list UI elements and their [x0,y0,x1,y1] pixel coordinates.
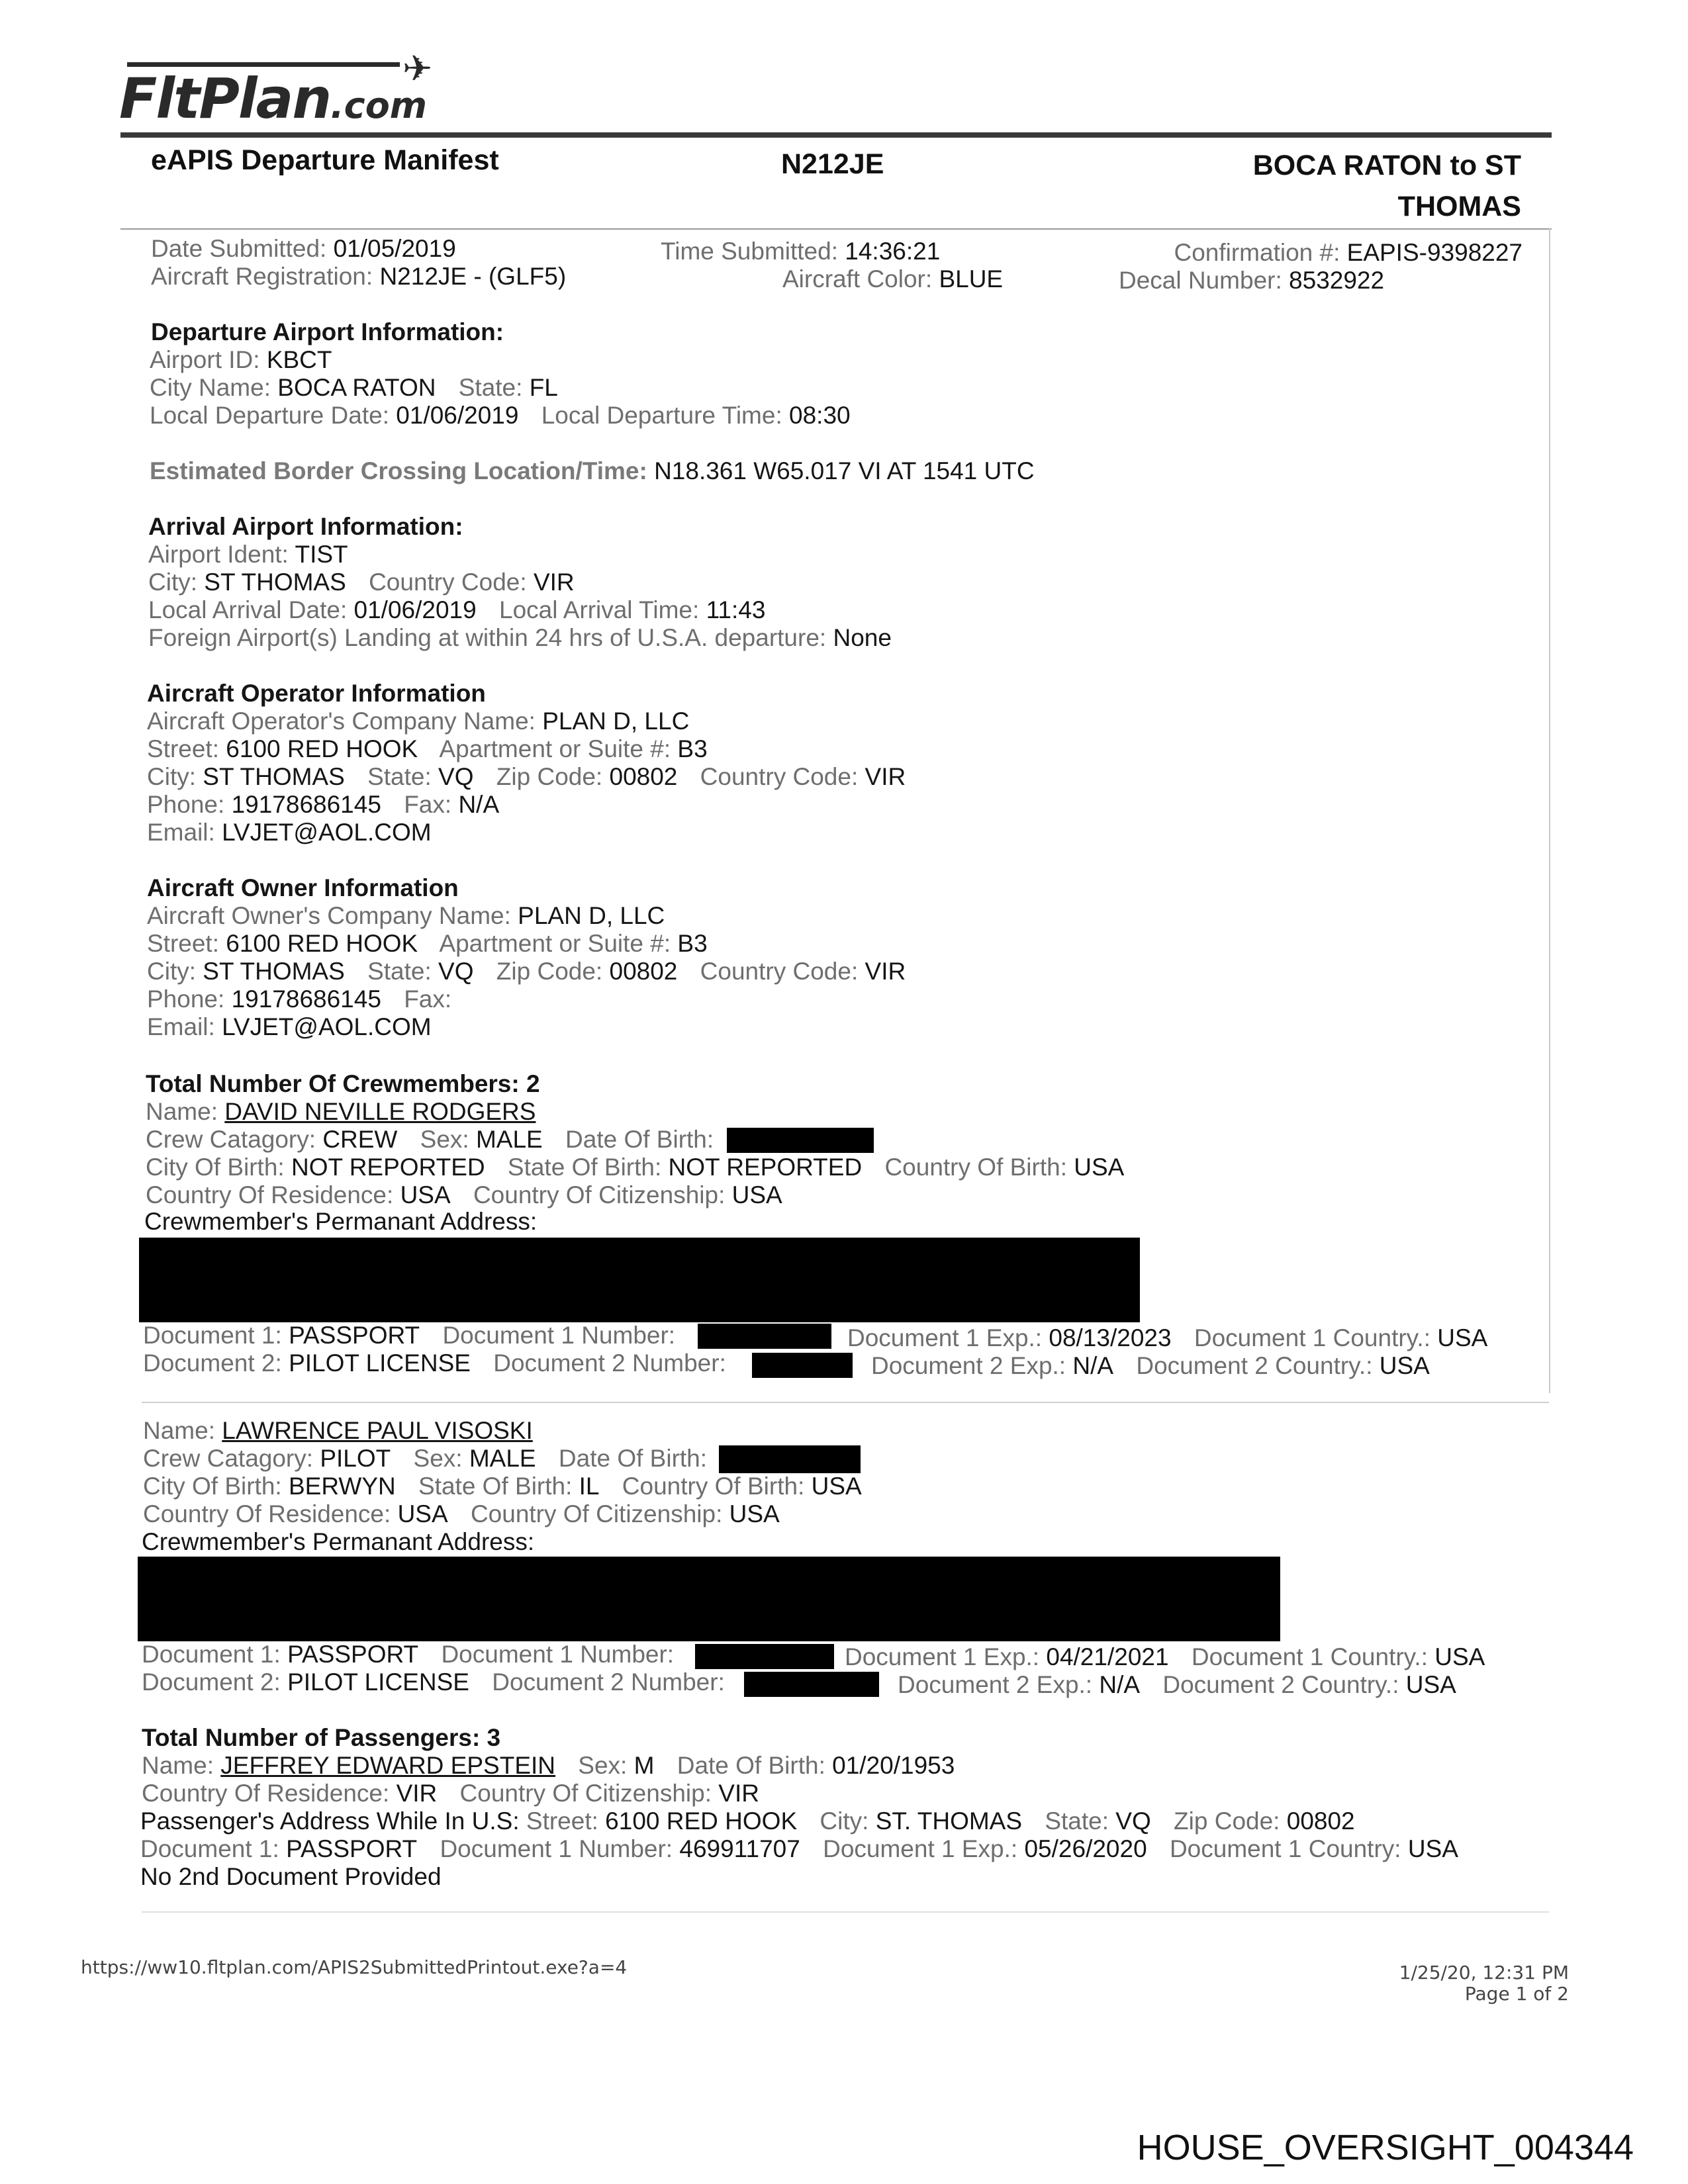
passenger-1-no-second-document: No 2nd Document Provided [140,1863,442,1890]
redacted-dob-1 [727,1128,874,1153]
route-line-2: THOMAS [1397,191,1521,222]
operator-street: Street: 6100 RED HOOK Apartment or Suite #: B3 [147,735,708,762]
header-rule [120,132,1552,138]
crew-2-document-1-exp: Document 1 Exp.: 04/21/2021 Document 1 Country.: USA [845,1643,1485,1670]
footer-url: https://ww10.fltplan.com/APIS2SubmittedPrintout.exe?a=4 [81,1956,628,1978]
redacted-dob-2 [719,1445,861,1473]
logo-suffix-text: .com [330,85,428,126]
logo-main-text: FltPlan [119,66,331,131]
foreign-airport-landing: Foreign Airport(s) Landing at within 24 hrs of U.S.A. departure: None [148,624,892,651]
arrival-city-country: City: ST THOMAS Country Code: VIR [148,569,575,596]
owner-company: Aircraft Owner's Company Name: PLAN D, LLC [147,902,665,929]
departure-airport-id: Airport ID: KBCT [150,346,332,373]
redacted-doc1-number-1 [698,1324,831,1349]
passenger-1-name-line: Name: JEFFREY EDWARD EPSTEIN Sex: M Date Of Birth: 01/20/1953 [142,1752,955,1779]
departure-heading: Departure Airport Information: [151,318,504,345]
owner-heading: Aircraft Owner Information [147,874,459,901]
passenger-1-residence-line: Country Of Residence: VIR Country Of Citizenship: VIR [142,1780,759,1807]
arrival-date-time: Local Arrival Date: 01/06/2019 Local Arrival Time: 11:43 [148,596,766,623]
arrival-airport-ident: Airport Ident: TIST [148,541,348,568]
operator-company: Aircraft Operator's Company Name: PLAN D, LLC [147,707,690,735]
passenger-1-address-line: Passenger's Address While In U.S: Street: 6100 RED HOOK City: ST. THOMAS State: VQ Zip Code: 00802 [140,1807,1355,1835]
crew-count-heading: Total Number Of Crewmembers: 2 [146,1070,540,1097]
border-crossing: Estimated Border Crossing Location/Time: N18.361 W65.017 VI AT 1541 UTC [150,457,1035,484]
redacted-address-2 [138,1557,1280,1641]
airplane-icon: ✈ [402,49,433,89]
decal-number: Decal Number: 8532922 [1119,267,1385,294]
departure-city-state: City Name: BOCA RATON State: FL [150,374,558,401]
footer-timestamp: 1/25/20, 12:31 PM [1399,1962,1569,1983]
crew-2-category-line: Crew Catagory: PILOT Sex: MALE Date Of Birth: [143,1445,708,1472]
crew-1-document-1-exp: Document 1 Exp.: 08/13/2023 Document 1 Country.: USA [847,1324,1488,1351]
redacted-doc2-number-2 [744,1672,879,1697]
redacted-doc2-number-1 [752,1353,853,1378]
crew-2-birth-line: City Of Birth: BERWYN State Of Birth: IL Country Of Birth: USA [143,1473,862,1500]
fltplan-logo [119,49,444,131]
passenger-count-heading: Total Number of Passengers: 3 [142,1724,501,1751]
owner-email: Email: LVJET@AOL.COM [147,1013,432,1040]
passenger-1-document-line: Document 1: PASSPORT Document 1 Number: 469911707 Document 1 Exp.: 05/26/2020 Document 1 Country: USA [140,1835,1458,1862]
crew-1-document-2-exp: Document 2 Exp.: N/A Document 2 Country.: USA [871,1352,1430,1379]
footer-page-number: Page 1 of 2 [1464,1983,1569,2005]
crew-1-birth-line: City Of Birth: NOT REPORTED State Of Birth: NOT REPORTED Country Of Birth: USA [146,1154,1125,1181]
tail-number: N212JE [781,148,884,180]
crew-2-name: Name: LAWRENCE PAUL VISOSKI [143,1417,533,1444]
operator-heading: Aircraft Operator Information [147,680,486,707]
header-divider [120,228,1552,230]
owner-city-line: City: ST THOMAS State: VQ Zip Code: 00802 Country Code: VIR [147,958,906,985]
confirmation-number: Confirmation #: EAPIS-9398227 [1174,239,1523,266]
passenger-separator [142,1911,1549,1913]
crew-2-document-1: Document 1: PASSPORT Document 1 Number: [142,1641,675,1668]
crew-2-address-label: Crewmember's Permanant Address: [142,1528,535,1555]
crew-1-category-line: Crew Catagory: CREW Sex: MALE Date Of Birth: [146,1126,714,1153]
crew-2-residence-line: Country Of Residence: USA Country Of Citizenship: USA [143,1500,780,1527]
aircraft-registration: Aircraft Registration: N212JE - (GLF5) [151,263,567,290]
crew-1-name: Name: DAVID NEVILLE RODGERS [146,1098,536,1125]
owner-street: Street: 6100 RED HOOK Apartment or Suite #: B3 [147,930,708,957]
date-submitted: Date Submitted: 01/05/2019 [151,235,456,262]
logo-wordmark [119,66,427,131]
crew-2-document-2-exp: Document 2 Exp.: N/A Document 2 Country.: USA [898,1671,1456,1698]
crew-2-document-2: Document 2: PILOT LICENSE Document 2 Number: [142,1668,725,1696]
redacted-doc1-number-2 [695,1644,834,1669]
route-line-1: BOCA RATON to ST [1252,150,1521,181]
operator-phone-fax: Phone: 19178686145 Fax: N/A [147,791,500,818]
right-border [1549,228,1550,1393]
crew-1-document-1: Document 1: PASSPORT Document 1 Number: [143,1322,676,1349]
arrival-heading: Arrival Airport Information: [148,513,463,540]
owner-phone-fax: Phone: 19178686145 Fax: [147,985,452,1013]
document-title: eAPIS Departure Manifest [151,144,499,176]
operator-email: Email: LVJET@AOL.COM [147,819,432,846]
time-submitted: Time Submitted: 14:36:21 [661,238,941,265]
aircraft-color: Aircraft Color: BLUE [782,265,1004,293]
crew-1-residence-line: Country Of Residence: USA Country Of Citizenship: USA [146,1181,782,1208]
redacted-address-1 [139,1238,1140,1322]
crew-1-document-2: Document 2: PILOT LICENSE Document 2 Number: [143,1349,726,1377]
departure-date-time: Local Departure Date: 01/06/2019 Local Departure Time: 08:30 [150,402,851,429]
operator-city-line: City: ST THOMAS State: VQ Zip Code: 00802 Country Code: VIR [147,763,906,790]
crew-1-address-label: Crewmember's Permanant Address: [144,1208,538,1235]
crew-separator [142,1402,1549,1403]
bates-number: HOUSE_OVERSIGHT_004344 [1137,2128,1634,2167]
